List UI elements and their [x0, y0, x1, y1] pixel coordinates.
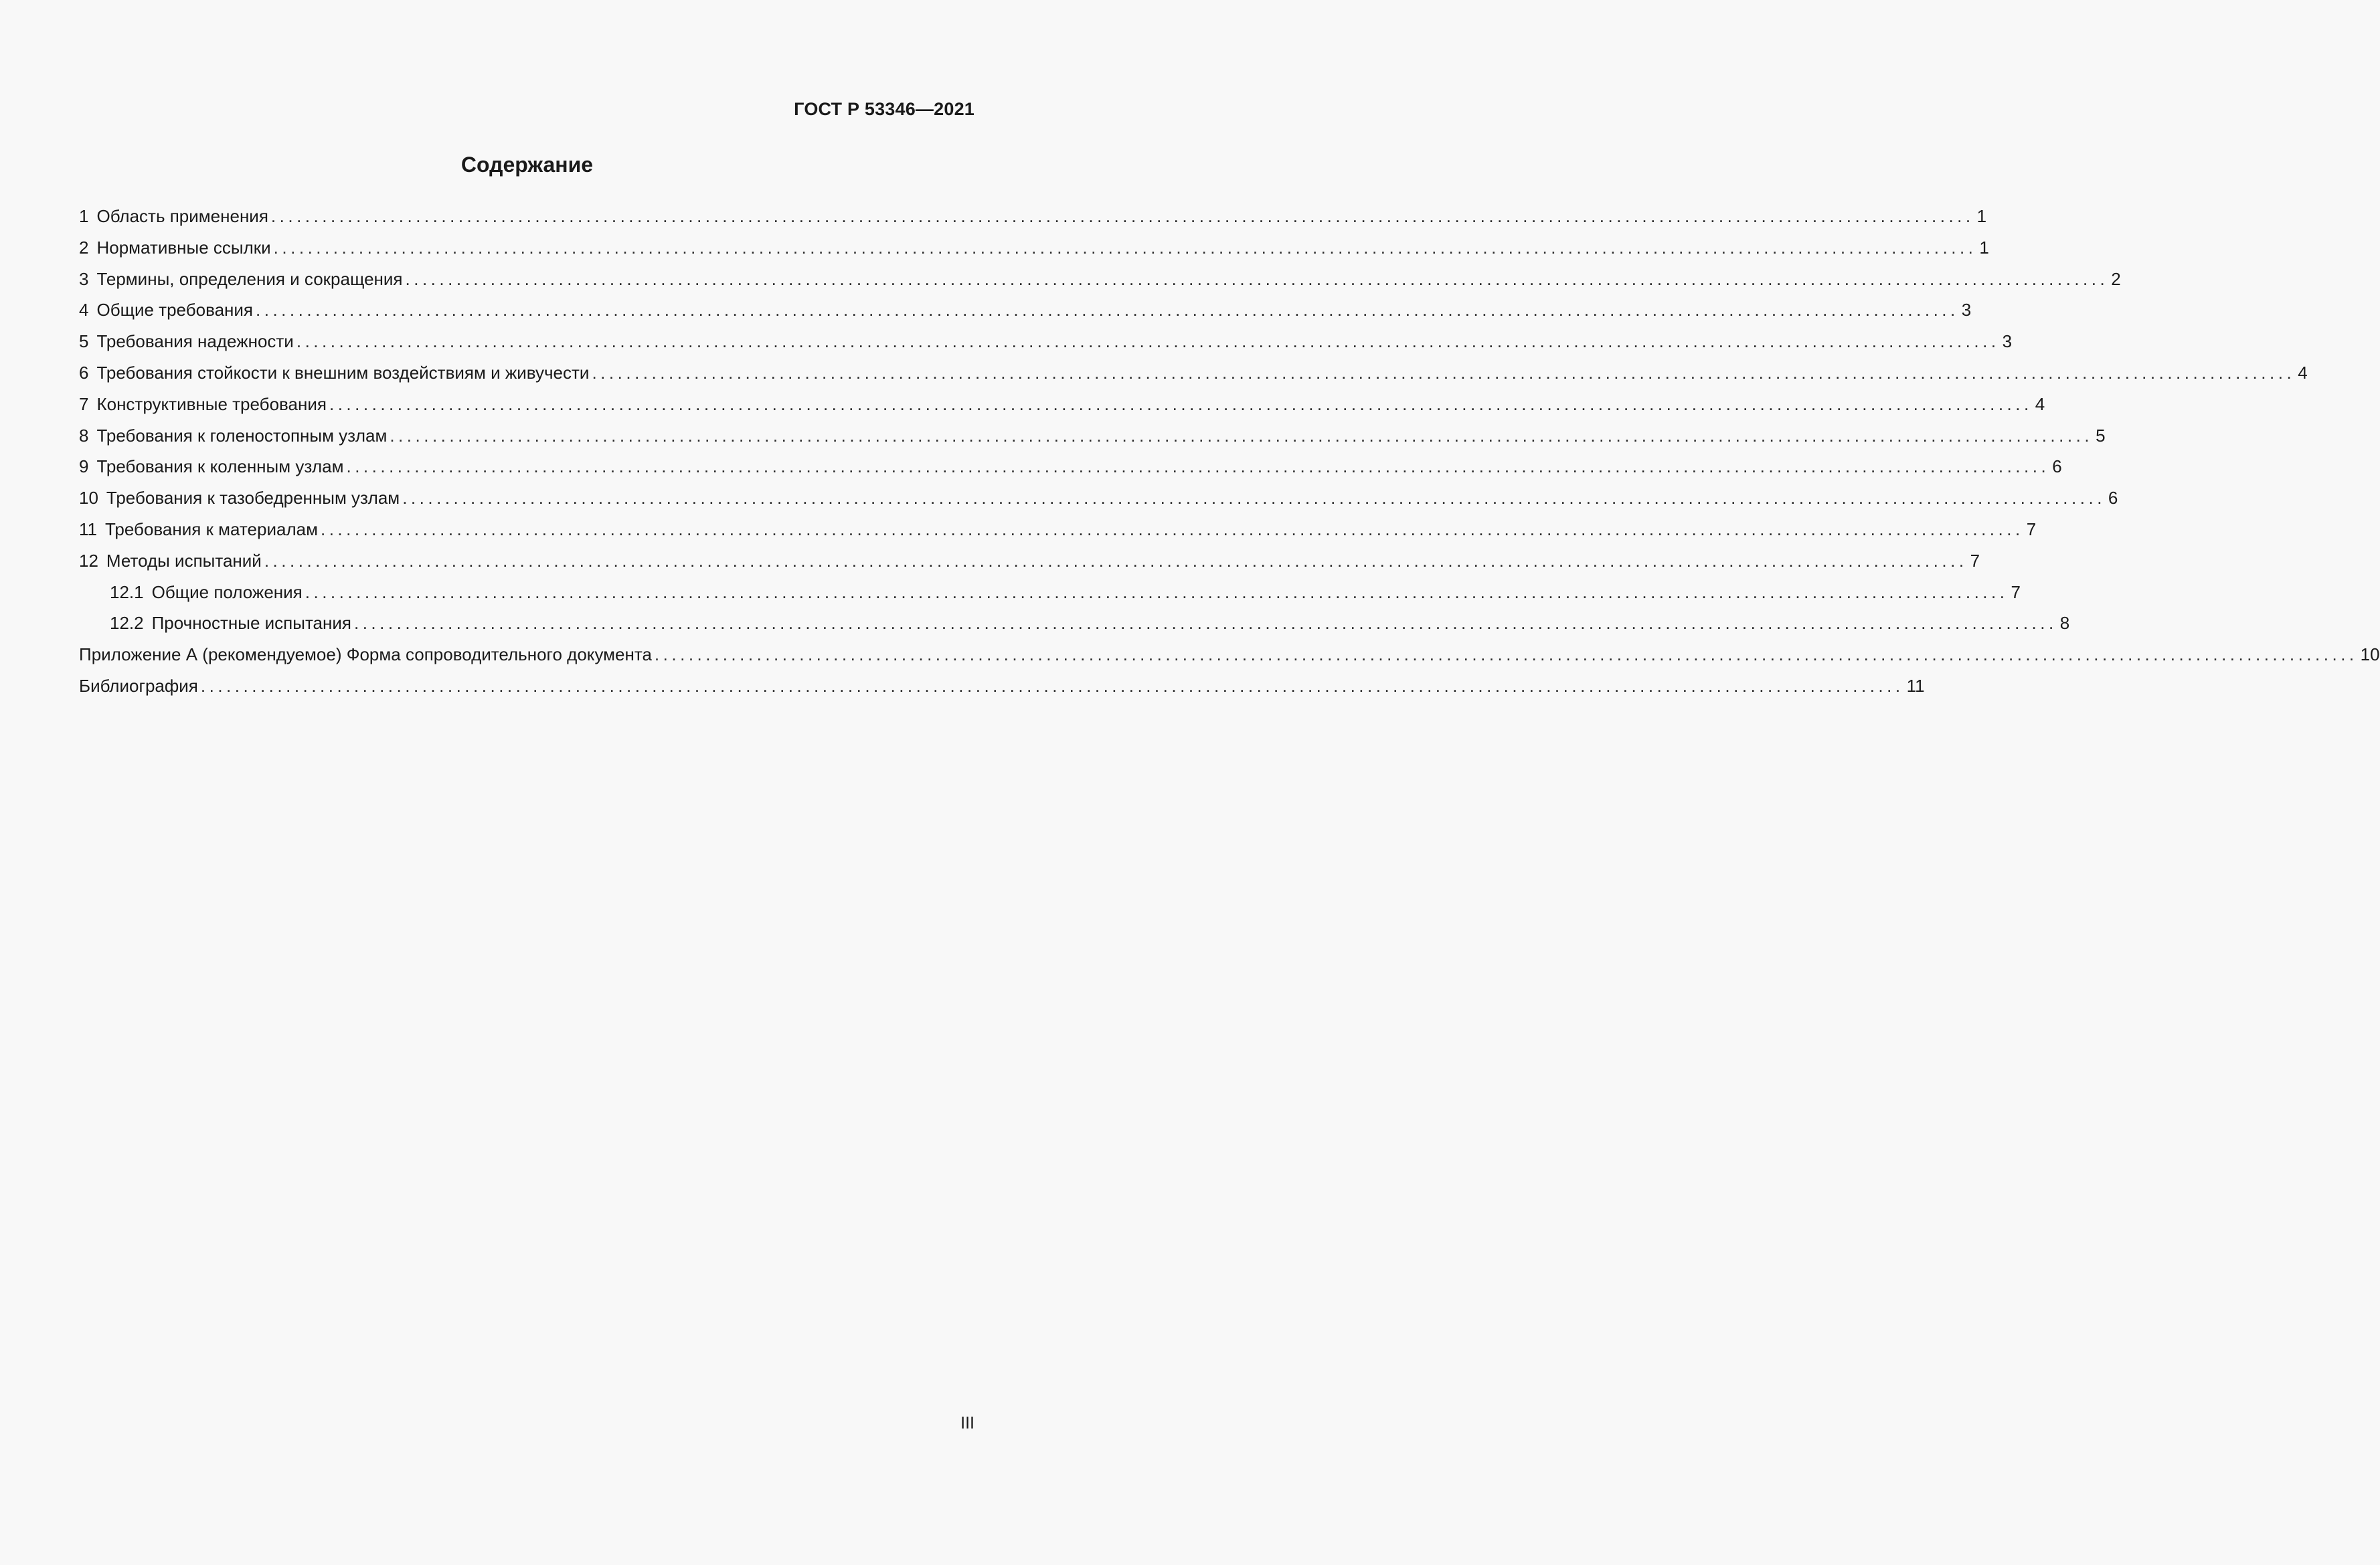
- toc-entry-bibliography[interactable]: [79, 673, 1925, 705]
- toc-entry-number: 12.2: [110, 613, 144, 634]
- toc-dot-leader: ........................................................................................................................................................................................................: [320, 519, 2024, 539]
- toc-entry-title: Требования к голеностопным узлам: [96, 425, 388, 446]
- toc-entry[interactable]: [79, 391, 2045, 423]
- toc-entry-page: 7: [2011, 581, 2021, 602]
- toc-subentry[interactable]: [79, 610, 2070, 642]
- toc-entry[interactable]: [79, 423, 2106, 454]
- toc-entry[interactable]: [79, 203, 1987, 235]
- toc-entry-title: Требования к коленным узлам: [96, 456, 344, 477]
- toc-dot-leader: ........................................................................................................................................................................................................: [654, 644, 2358, 665]
- toc-entry-number: 10: [79, 488, 98, 509]
- toc-entry[interactable]: [79, 297, 1972, 329]
- toc-dot-leader: ........................................................................................................................................................................................................: [200, 675, 1904, 696]
- toc-dot-leader: ........................................................................................................................................................................................................: [296, 331, 2000, 352]
- toc-entry-title: Требования к тазобедренным узлам: [106, 488, 400, 509]
- toc-entry-number: 6: [79, 362, 89, 383]
- toc-entry-number: 5: [79, 331, 89, 352]
- toc-entry-number: 1: [79, 206, 89, 226]
- toc-entry-number: 9: [79, 456, 89, 477]
- toc-entry-page: 11: [1906, 675, 1925, 696]
- toc-entry-page: 3: [1961, 300, 1972, 320]
- toc-entry-page: 1: [1976, 206, 1987, 226]
- toc-entry-page: 7: [1970, 550, 1980, 571]
- toc-entry-page: 6: [2052, 456, 2062, 477]
- toc-title: Содержание: [460, 153, 594, 177]
- toc-entry-title: Область применения: [96, 206, 268, 226]
- toc-entry-title: Требования к материалам: [105, 519, 318, 539]
- toc-entry-title: Библиография: [79, 675, 198, 696]
- toc-entry-title: Методы испытаний: [106, 550, 262, 571]
- toc-entry-page: 1: [1979, 237, 1989, 258]
- toc-dot-leader: ........................................................................................................................................................................................................: [353, 613, 2057, 634]
- document-code: ГОСТ Р 53346—2021: [794, 99, 974, 119]
- toc-entry-title: Требования стойкости к внешним воздействиям и живучести: [96, 362, 590, 383]
- toc-dot-leader: ........................................................................................................................................................................................................: [273, 237, 1977, 258]
- toc-entry-title: Общие требования: [96, 300, 254, 320]
- toc-subentry[interactable]: [79, 579, 2021, 611]
- toc-entry[interactable]: [79, 548, 1980, 579]
- toc-entry[interactable]: [79, 454, 2062, 485]
- toc-entry[interactable]: [79, 517, 2037, 548]
- toc-entry[interactable]: [79, 235, 1989, 266]
- table-of-contents: [79, 203, 2380, 705]
- toc-dot-leader: ........................................................................................................................................................................................................: [270, 206, 1974, 226]
- toc-dot-leader: ........................................................................................................................................................................................................: [329, 393, 2033, 414]
- toc-entry-page: 6: [2108, 488, 2118, 509]
- toc-entry-number: 3: [79, 268, 89, 289]
- page-number: III: [960, 1414, 974, 1433]
- toc-entry-page: 2: [2111, 268, 2121, 289]
- toc-entry-number: 11: [79, 519, 97, 539]
- toc-entry[interactable]: [79, 360, 2308, 391]
- toc-dot-leader: ........................................................................................................................................................................................................: [346, 456, 2050, 477]
- toc-entry-title: Нормативные ссылки: [96, 237, 271, 258]
- toc-entry-title: Приложение А (рекомендуемое) Форма сопроводительного документа: [79, 644, 652, 665]
- toc-entry-number: 8: [79, 425, 89, 446]
- toc-entry-title: Конструктивные требования: [96, 393, 327, 414]
- toc-entry-number: 12.1: [110, 581, 144, 602]
- toc-entry-number: 4: [79, 300, 89, 320]
- toc-entry-page: 7: [2026, 519, 2037, 539]
- toc-dot-leader: ........................................................................................................................................................................................................: [402, 488, 2106, 509]
- toc-dot-leader: ........................................................................................................................................................................................................: [592, 362, 2296, 383]
- toc-dot-leader: ........................................................................................................................................................................................................: [390, 425, 2094, 446]
- toc-entry[interactable]: [79, 266, 2121, 298]
- toc-entry[interactable]: [79, 485, 2118, 517]
- toc-entry-page: 4: [2298, 362, 2308, 383]
- toc-entry-page: 10: [2360, 644, 2380, 665]
- toc-entry-appendix[interactable]: [79, 642, 2380, 673]
- toc-entry-page: 5: [2096, 425, 2106, 446]
- toc-entry-title: Термины, определения и сокращения: [96, 268, 403, 289]
- toc-entry-number: 2: [79, 237, 89, 258]
- toc-dot-leader: ........................................................................................................................................................................................................: [305, 581, 2009, 602]
- toc-entry-page: 8: [2059, 613, 2070, 634]
- toc-entry-page: 3: [2002, 331, 2013, 352]
- toc-entry-page: 4: [2035, 393, 2045, 414]
- toc-dot-leader: ........................................................................................................................................................................................................: [405, 268, 2109, 289]
- toc-dot-leader: ........................................................................................................................................................................................................: [264, 550, 1968, 571]
- toc-entry[interactable]: [79, 329, 2013, 360]
- toc-entry-number: 7: [79, 393, 89, 414]
- toc-entry-title: Общие положения: [151, 581, 303, 602]
- toc-dot-leader: ........................................................................................................................................................................................................: [256, 300, 1959, 320]
- toc-entry-title: Прочностные испытания: [151, 613, 351, 634]
- toc-entry-title: Требования надежности: [96, 331, 294, 352]
- toc-entry-number: 12: [79, 550, 98, 571]
